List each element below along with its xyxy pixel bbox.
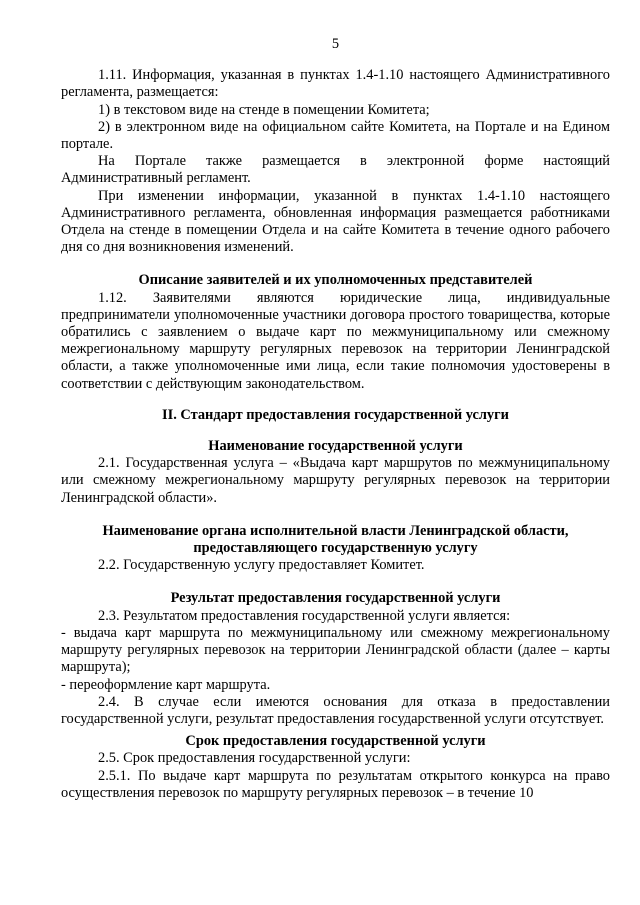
paragraph-1-12: 1.12. Заявителями являются юридические лица, индивидуальные предприниматели уполномоченные участники договора простого товарищества, которые обратились с заявлением о выдаче карт по межмуниципальному или смежному межрегиональному маршруту регулярных перевозок на территории Ленинградской области, а также уполномоченные ими лица, если такие полномочия удостоверены в соответствии с действующим законодательством. xyxy=(61,289,610,392)
paragraph-2-4: 2.4. В случае если имеются основания для отказа в предоставлении государственной услуги, результат предоставления государственной услуги отсутствует. xyxy=(61,693,610,727)
heading-authority-line-2: предоставляющего государственную услугу xyxy=(193,540,478,557)
heading-result: Результат предоставления государственной услуги xyxy=(170,590,501,607)
paragraph-2-3-item-1: - выдача карт маршрута по межмуниципальному или смежному межрегиональному маршруту регулярных перевозок на территории Ленинградской области (далее – карты маршрута); xyxy=(61,624,610,676)
heading-authority-line-1: Наименование органа исполнительной власти Ленинградской области, xyxy=(102,522,569,539)
heading-applicants: Описание заявителей и их уполномоченных представителей xyxy=(138,272,533,289)
page-number: 5 xyxy=(331,36,340,52)
paragraph-2-1: 2.1. Государственная услуга – «Выдача карт маршрутов по межмуниципальному или смежному межрегиональному маршруту регулярных перевозок на территории Ленинградской области». xyxy=(61,455,610,506)
paragraph-1-11-item-2: 2) в электронном виде на официальном сайте Комитета, на Портале и на Едином портале. xyxy=(61,118,610,153)
paragraph-2-2: 2.2. Государственную услугу предоставляет Комитет. xyxy=(98,557,425,574)
heading-service-name: Наименование государственной услуги xyxy=(208,438,463,455)
paragraph-1-11: 1.11. Информация, указанная в пунктах 1.4-1.10 настоящего Административного регламента, размещается: xyxy=(61,67,610,101)
paragraph-1-11-portal: На Портале также размещается в электронной форме настоящий Административный регламент. xyxy=(61,153,610,187)
paragraph-1-11-item-1: 1) в текстовом виде на стенде в помещении Комитета; xyxy=(98,101,430,118)
document-page xyxy=(61,36,610,802)
paragraph-2-5-1: 2.5.1. По выдаче карт маршрута по результатам открытого конкурса на право осуществления перевозок по маршруту регулярных перевозок – в течение 10 xyxy=(61,767,610,801)
paragraph-2-5: 2.5. Срок предоставления государственной услуги: xyxy=(98,750,411,767)
paragraph-2-3-item-2: - переоформление карт маршрута. xyxy=(61,676,271,693)
heading-authority xyxy=(61,523,610,557)
heading-section-2: II. Стандарт предоставления государственной услуги xyxy=(162,406,509,423)
paragraph-2-3: 2.3. Результатом предоставления государственной услуги является: xyxy=(98,607,511,624)
paragraph-1-11-changes: При изменении информации, указанной в пунктах 1.4-1.10 настоящего Административного регламента, обновленная информация размещается работниками Отдела на стенде в помещении Отдела и на сайте Комитета в течение одного рабочего дня со дня возникновения изменений. xyxy=(61,187,610,256)
heading-term: Срок предоставления государственной услуги xyxy=(185,733,486,750)
